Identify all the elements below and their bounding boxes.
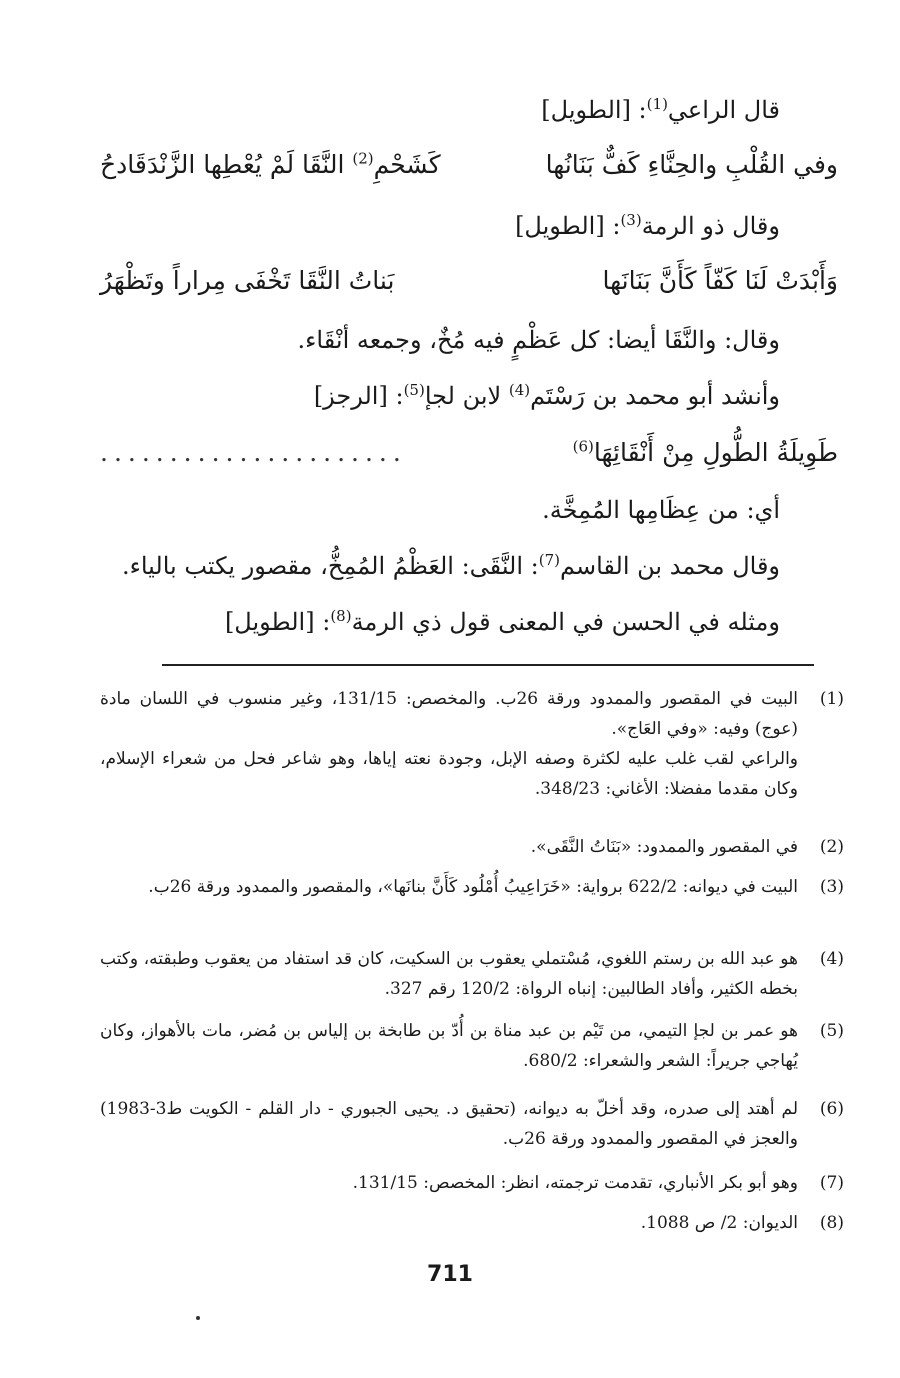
meter-label: : [الرجز] (313, 382, 404, 410)
footnote-text: وهو أبو بكر الأنباري، تقدمت ترجمته، انظر: المخصص: 131/15. (352, 1173, 798, 1193)
footnote-text: هو عمر بن لجإ التيمي، من تَيْم بن عبد مناة بن أُدّ بن طابخة بن إلياس بن مُضر، مات بالأهواز، وكان يُهاجي جريراً: الشعر والشعراء: 680/2. (100, 1021, 798, 1071)
intro-line-alraai (541, 96, 780, 124)
footnote-4 (100, 944, 844, 1004)
footnote-7 (100, 1168, 844, 1198)
intro-line-dhu-alrumma (515, 212, 780, 240)
footnote-1 (100, 684, 844, 804)
footnote-ref: (2) (352, 149, 374, 168)
footnote-separator (162, 664, 814, 666)
line-text: ومثله في الحسن في المعنى قول ذي الرمة (351, 608, 780, 636)
line-text: وقال محمد بن القاسم (560, 552, 780, 580)
verse-2-second-hemistich: بَناتُ النَّقَا تَخْفَى مِراراً وتَظْهَرُ (100, 266, 395, 295)
quote-line-ibn-alqasim (122, 552, 780, 580)
footnote-number: (7) (819, 1173, 844, 1193)
scan-speck (196, 1316, 200, 1320)
footnote-text-continued: والراعي لقب غلب عليه لكثرة وصفه الإبل، وجودة نعته إياها، وهو شاعر فحل من شعراء الإسلام، وكان مقدما مفضلا: الأغاني: 348/23. (100, 749, 798, 799)
line-text: وأنشد أبو محمد بن رَسْتَم (530, 382, 780, 410)
line-text: وقال ذو الرمة (641, 212, 780, 240)
footnote-6 (100, 1094, 844, 1154)
footnote-ref: (5) (403, 381, 425, 399)
explanation-line: أي: من عِظَامِها المُمِخَّة. (542, 496, 780, 524)
footnote-text: لم أهتد إلى صدره، وقد أخلّ به ديوانه، (تحقيق د. يحيى الجبوري - دار القلم - الكويت ط3-1983) والعجز في المقصور والممدود ورقة 26ب. (100, 1099, 798, 1149)
line-text: لابن لجإ (424, 382, 509, 410)
footnote-ref: (1) (646, 95, 668, 113)
intro-line-dhu-alrumma-2 (225, 608, 780, 636)
verse-2-first-hemistich: وَأَبْدَتْ لَنَا كَفّاً كَأَنَّ بَنَانَها (602, 266, 838, 295)
footnote-number: (6) (819, 1099, 844, 1119)
line-text: قال الراعي (667, 96, 780, 124)
footnote-text: الديوان: 2/ ص 1088. (640, 1213, 798, 1233)
meter-label: : [الطويل] (541, 96, 647, 124)
intro-line-ibn-rustam (314, 382, 780, 410)
footnote-3 (100, 872, 844, 902)
footnote-number: (2) (819, 837, 844, 857)
footnote-5 (100, 1016, 844, 1076)
verse-1-second-hemistich (100, 150, 441, 179)
definition-line: وقال: والنَّقَا أيضا: كل عَظْمٍ فيه مُخٌ، وجمعه أنْقَاء. (297, 326, 780, 354)
line-text: : النَّقَى: العَظْمُ المُمِخُّ، مقصور يكتب بالياء. (121, 552, 539, 580)
verse-2 (100, 266, 838, 295)
footnote-number: (5) (819, 1021, 844, 1041)
missing-hemistich-dots: ...................... (100, 438, 407, 467)
footnote-8 (100, 1208, 844, 1238)
verse-3-hemistich (573, 438, 838, 467)
footnote-number: (4) (819, 949, 844, 969)
verse-1 (100, 150, 838, 179)
footnote-ref: (4) (508, 381, 531, 399)
verse-3 (100, 438, 838, 467)
footnote-number: (8) (819, 1213, 844, 1233)
footnote-text: في المقصور والممدود: «بَنَاتُ النَّقَى». (530, 837, 798, 857)
footnote-2 (100, 832, 844, 862)
meter-label: : [الطويل] (224, 608, 331, 636)
footnote-ref: (8) (330, 607, 352, 625)
footnote-number: (3) (819, 877, 844, 897)
footnote-ref: (6) (572, 437, 594, 456)
footnote-text: البيت في المقصور والممدود ورقة 26ب. والمخصص: 131/15، وغير منسوب في اللسان مادة (عوج) وفيه: «وفي العَاج». (100, 689, 798, 739)
footnote-number: (1) (819, 689, 844, 709)
meter-label: : [الطويل] (515, 212, 621, 240)
verse-text: النَّقَا لَمْ يُعْطِها الزَّنْدَقَادحُ (100, 150, 353, 179)
page-number: 711 (427, 1262, 473, 1287)
footnote-ref: (3) (620, 211, 642, 229)
footnote-ref: (7) (538, 551, 561, 569)
footnote-text: البيت في ديوانه: 622/2 برواية: «خَرَاعِيبُ أُمْلُود كَأَنَّ بنانَها»، والمقصور والممدود ورقة 26ب. (148, 877, 798, 897)
footnote-text: هو عبد الله بن رستم اللغوي، مُسْتملي يعقوب بن السكيت، كان قد استفاد من يعقوب وطبقته، وكتب بخطه الكثير، وأفاد الطالبين: إنباه الرواة: 120/2 رقم 327. (100, 949, 798, 999)
verse-1-first-hemistich: وفي القُلْبِ والحِنَّاءِ كَفٌّ بَنَانُها (545, 150, 838, 179)
verse-text: طَوِيلَةُ الطُّولِ مِنْ أَنْقَائِهَا (593, 438, 838, 467)
verse-text: كَشَحْمِ (373, 150, 441, 179)
